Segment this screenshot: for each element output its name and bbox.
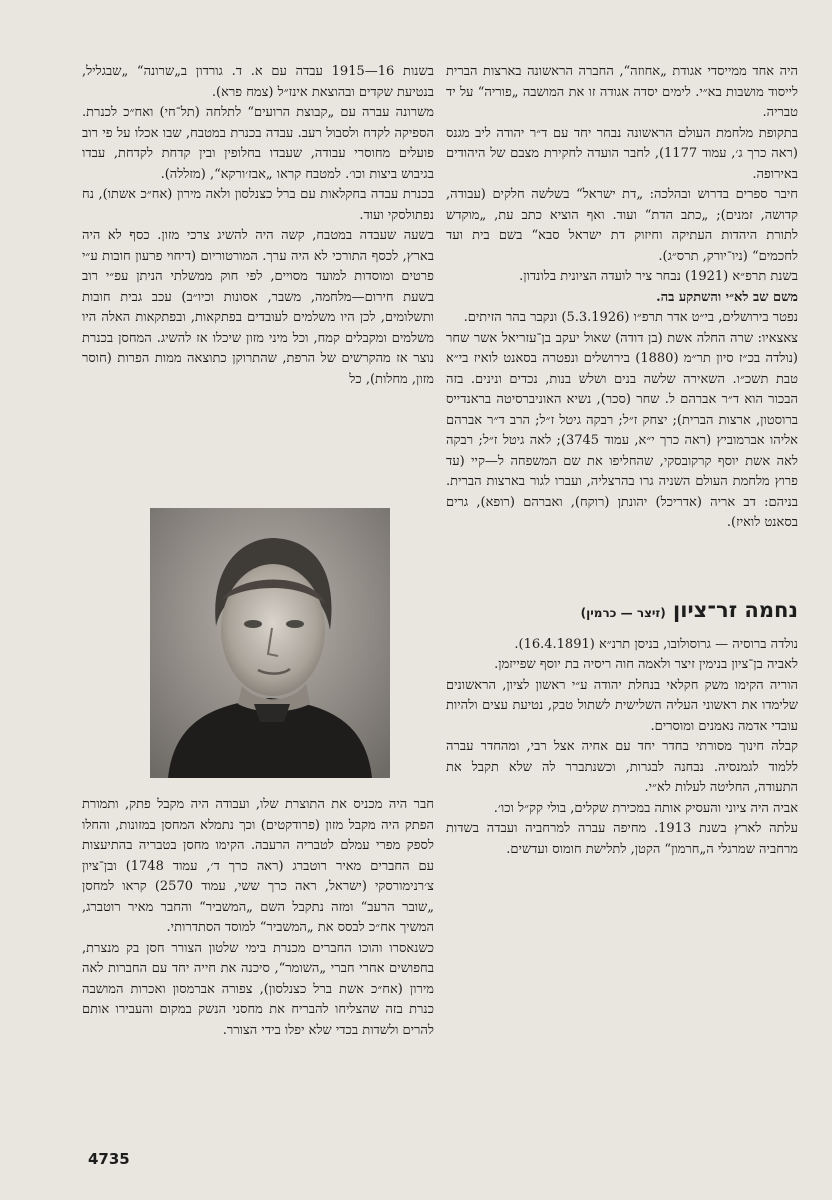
paragraph: נפטר בירושלים, בי״ט אדר תרפ״ו (5.3.1926) ונקבר בהר הזיתים. [463,310,798,325]
paragraph: צאצאיו: שרה החלה אשת (בן דודה) שאול יעקב בן־עזריאל אשר שחר (נולדה בכ״ז סיון תר״מ (1880) בירושלים ונפטרה בסאנט לואיז בי״א טבת תשכ״ו. השאירה שלשה בנים ושלש בנות, נכדים ונינים. בזה הבכור הוא ד״ר אברהם ל. שחר (סכר), נשיא האוניברסיטה בראנדייס ברוסטון, ארצות הברית); יצחק ז״ל; רבקה גיטל ז״ל; הרב ד״ר אברהם אליהו אברמוביץ (ראה כרך י״א, עמוד 3745); לאה גיטל ז״ל; רבקה לאה אשת יוסף קרקובסקי, שהחליפו את שם המשפחה ל—קיי (עד פרוץ מלחמת העולם השניה גרו בהרצליה, ועברו לגור בארצות הברית. בניהם: דב אריה (אדריכל) יהונתן (רוקח), ואברהם (רופא), גרים בסאנט לואיז). [446,330,798,530]
left-column-bottom-text [82,795,434,1041]
entry-name: נחמה זר־ציון [673,597,798,622]
paragraph: נולדה ברוסיה — גרוסולובו, בניסן תרנ״א (16.4.1891). [514,636,798,652]
right-column-top-text [446,62,798,534]
paragraph: משרונה עברה עם „קבוצת הרועים“ לתלחה (תל־חי) ואח״כ לכנרת. הספיקה לקדח ולסבול רעב. עבדה בכנרת במטבח, שבו אכלו על פי רוב פועלים מחוסרי עבודה, שעבדו בחלופין ובין קדחת לקדחת, עבדו בגיבוש ביצות וכו׳. למטבח קראו „אבז׳ורקא“, (מזללה). [82,105,434,182]
left-column-lower [82,795,434,1041]
paragraph: בשנות 16—1915 עבדה עם א. ד. גורדון ב„שרונה“ „שבגליל, בנטיעת שקדים ובהוצאת אינז״ל (צמח פרא). [82,64,434,100]
paragraph: בתקופת מלחמת העולם הראשונה נבחר יחד עם ד״ר יהודה ליב מגנס (ראה כרך ג׳, עמוד 1177), לחבר הועדה לחקירת מצבם של היהודים באירופה. [446,125,798,182]
paragraph: אביה היה ציוני והעסיק אותה במכירת שקלים, בולי קק״ל וכו׳. [493,800,798,816]
entry-heading [446,596,798,627]
section-gap [446,534,798,592]
paragraph: עלתה לארץ בשנת 1913. מחיפה עברה למרחביה ועבדה בשדות מרחביה שמרגלי ה„חרמון“ הקטן, לתלישת חומוס ועדשים. [446,821,798,857]
left-column [82,62,434,390]
paragraph: לאביה בן־ציון בנימין זיצר ולאמה חוה ריסיה בת יוסף שפייזמן. [494,657,798,672]
paragraph: היה אחד ממייסדי אגודת „אחוזה“, החברה הראשונה בארצות הברית לייסוד מושבות בא״י. לימים יסדה אגודה זו את המושבה „פוריה“ על יד טבריה. [446,64,798,120]
paragraph: כשנאסרו והוכו החברים מכנרת בימי שלטון הצורר חסן בק מנצרת, בחפושים אחרי חברי „השומר“, סיכנה את חייה יחד עם החברות לאה מירון (אח״כ אשת ברל כצנלסון), צפורה אברמסון ואכרות המושבה כנרת בזה שהצליחו להבריח את מחסני הנשק במקום והעבירו אותם להרים ולשדות בכדי שלא יפלו בידי הצורר. [82,940,434,1038]
left-column-top-text [82,62,434,390]
paragraph: בכנרת עבדה בחקלאות עם ברל כצנלסון ולאה מירון (אח״כ אשתו), נח נפתולסקי ועוד. [82,187,434,223]
right-column [446,62,798,860]
paragraph: הוריה הקימו משק חקלאי בנחלת יהודה ע״י ראשון לציון, הראשונים שלימדו את ראשוני העליה השלישית לשתול טבק, נטיעת עצים ולהיות עובדי אדמה נאמנים ומוסרים. [446,677,798,734]
page-number: 4735 [88,1150,130,1168]
paragraph: בשעה שעבדה במטבח, קשה היה להשיג צרכי מזון. כסף לא היה בארץ, לכסף התורכי לא היה ערך. המורטוריום (דיחוי פרעון חובות ע״י פרטים ומוסדות למועד מסויים, לפי חוק ממשלתי הניתן עפ״י רוב בשעת חירום—מלחמה, משבר, אסונות וכיו״ב) עכב גבית חובות ותשלומים, לכן היו משלמים לעובדים בפתקאות, ובפתקאות האלה היו משלמים ומקבלים קמח, וכל מיני מזון שיכלו אז להשיג. המחסן בכנרת נוצר אז מהקרשים של הרפת, שהתרוקן כתוצאה ממות הפרות (חוסר מזון, מחלות), כל [82,228,434,387]
paragraph: קבלה חינוך מסורתי בחדר יחד עם אחיה אצל רבי, ומהחדר עברה ללמוד לגמנסיה. נבחנה לבגרות, וכשנתברר לה שלא תקבל את התעודה, החליטה לעלות לא״י. [446,739,798,795]
portrait-photo [150,508,390,778]
right-column-entry-text [446,635,798,861]
paragraph: חיבר ספרים בדרוש ובהלכה: „דת ישראל“ בשלשה חלקים (עבודה, קדושה, זמנים); „כתב הדת“ ועוד. ואף הוציא כתב עת, „מוקדש לתורת היהדות העתיקה וחיזוק דת ישראל סבא“ בשם בית ועד לחכמים“ (ניו־יורק, תרס״ג). [446,187,798,264]
paragraph: חבר היה מכניס את התוצרת שלו, ועבודה היה מקבל פתק, ותמורת הפתק היה מקבל מזון (פרודקטים) וכך נתמלא המחסן במזונות, והחלו לספק מפרי עמלם לטבריה הרעבה. הקימו מחסן בטבריה בהתיעצות עם החברים מאיר רוטברג (ראה כרך ד׳, עמוד 1748) ובן־ציון צ׳רנימורסקי (ישראל, ראה כרך ששי, עמוד 2570) קראו למחסן „שובר הרעב“ ומזה נתקבל השם „המשביר“ והחבר מאיר רוטברג, המשיך אח״כ לבסס את „המשביר“ למוסד הסתדרותי. [82,797,434,935]
entry-name-variants: (זיצר — כרמין) [580,605,666,620]
paragraph: משם שב לא״י והשתקע בה. [656,289,798,305]
paragraph: בשנת תרפ״א (1921) נבחר ציר לועדה הציונית בלונדון. [519,269,798,284]
portrait-woman-image [150,508,390,778]
